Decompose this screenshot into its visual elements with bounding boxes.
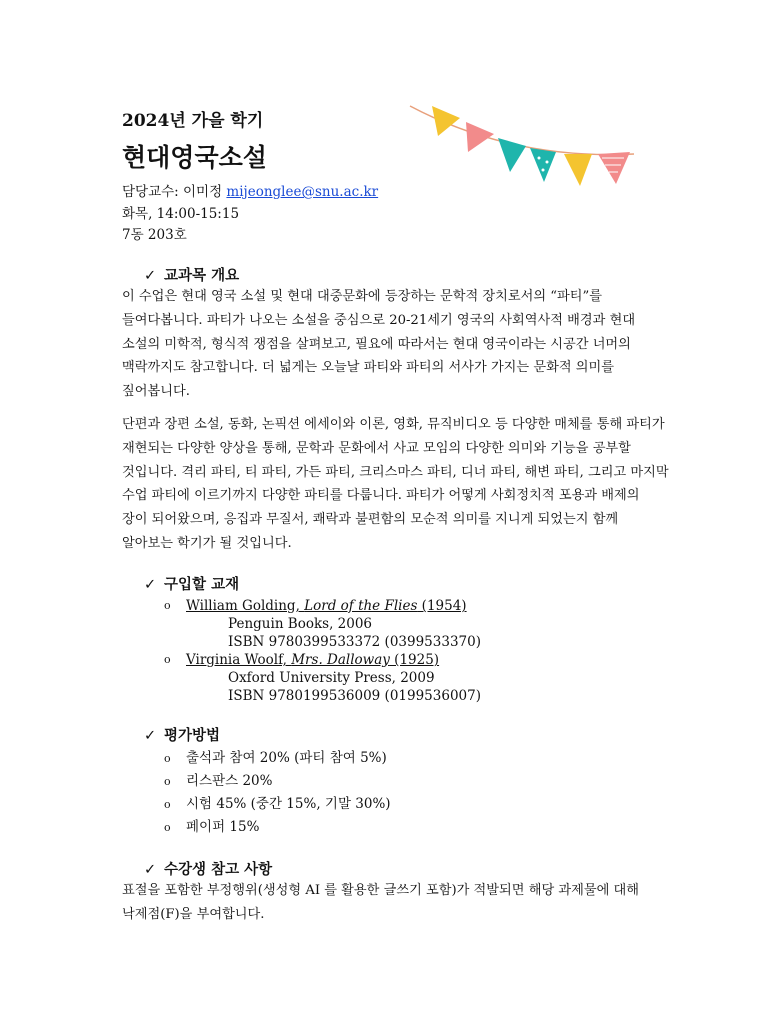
book-author: William Golding, [186,598,305,614]
book-title: Mrs. Dalloway [291,652,390,668]
textbooks-heading [144,573,239,594]
book-year: (1925) [389,652,440,668]
book-isbn: ISBN 9780399533372 (0399533370) [228,634,481,650]
flag-teal-dotted [530,148,556,182]
book-publisher: Oxford University Press, 2009 [228,670,435,686]
check-icon: ✓ [144,268,157,284]
book-author: Virginia Woolf, [186,652,292,668]
schedule-line: 화목, 14:00-15:15 [122,206,240,222]
paragraph-line: 것입니다. 격리 파티, 티 파티, 가든 파티, 크리스마스 파티, 디너 파티, 해변 파티, 그리고 마지막 [122,464,669,480]
flag-yellow [432,106,460,136]
evaluation-heading-text: 평가방법 [164,727,221,744]
overview-heading-text: 교과목 개요 [164,267,240,284]
bullet-icon: o [164,752,171,765]
evaluation-item-text: 리스판스 20% [186,773,273,789]
bullet-icon: o [164,599,171,612]
check-icon: ✓ [144,577,157,593]
list-item [164,816,391,839]
textbooks-heading-text: 구입할 교재 [164,576,240,593]
room-line: 7동 203호 [122,227,187,243]
bullet-icon: o [164,821,171,834]
flag-teal [498,138,526,172]
instructor-label: 담당교수: 이미정 [122,184,227,200]
list-item [164,770,391,793]
paragraph-line: 단편과 장편 소설, 동화, 논픽션 에세이와 이론, 영화, 뮤직비디오 등 다양한 매체를 통해 파티가 [122,417,665,432]
list-item [164,747,391,770]
paragraph-line: 들여다봅니다. 파티가 나오는 소설을 중심으로 20-21세기 영국의 사회역사적 배경과 현대 [122,312,636,328]
check-icon: ✓ [144,862,157,878]
flag-yellow [564,154,592,186]
paragraph-line: 소설의 미학적, 형식적 쟁점을 살펴보고, 필요에 따라서는 현대 영국이라는 시공간 너머의 [122,336,631,352]
paragraph-line: 맥락까지도 참고합니다. 더 넓게는 오늘날 파티와 파티의 서사가 가지는 문화적 의미를 [122,360,614,376]
check-icon: ✓ [144,728,157,744]
bullet-icon: o [164,798,171,811]
bunting-decoration-icon [402,88,662,216]
notes-paragraph [122,879,652,927]
bullet-icon: o [164,653,171,666]
book-year: (1954) [417,598,467,614]
flag-pink-striped [598,152,630,184]
paragraph-line: 수업 파티에 이르기까지 다양한 파티를 다룹니다. 파티가 어떻게 사회정치적 포용과 배제의 [122,488,640,504]
overview-heading [144,264,239,285]
evaluation-item-text: 시험 45% (중간 15%, 기말 30%) [186,796,391,812]
paragraph-line: 이 수업은 현대 영국 소설 및 현대 대중문화에 등장하는 문학적 장치로서의 “파티”를 [122,289,602,304]
instructor-line [122,180,378,200]
notes-heading [144,858,272,879]
overview-paragraph-2 [122,413,669,556]
book-title: Lord of the Flies [304,598,418,614]
evaluation-heading [144,724,220,745]
paragraph-line: 낙제점(F)을 부여합니다. [122,906,265,922]
list-item [164,793,391,816]
term-label: 2024년 가을 학기 [122,111,264,131]
book-entry [164,651,481,705]
evaluation-item-text: 페이퍼 15% [186,819,260,835]
bullet-icon: o [164,775,171,788]
paragraph-line: 표절을 포함한 부정행위(생성형 AI 를 활용한 글쓰기 포함)가 적발되면 해당 과제물에 대해 [122,883,640,898]
evaluation-item-text: 출석과 참여 20% (파티 참여 5%) [186,750,387,766]
notes-heading-text: 수강생 참고 사항 [164,861,273,878]
paragraph-line: 장이 되어왔으며, 응집과 무질서, 쾌락과 불편함의 모순적 의미를 지니게 되었는지 함께 [122,512,619,528]
book-citation [186,598,467,614]
overview-paragraph-1 [122,285,652,404]
instructor-email-link[interactable]: mijeonglee@snu.ac.kr [226,184,379,200]
paragraph-line: 짚어봅니다. [122,384,190,400]
book-isbn: ISBN 9780199536009 (0199536007) [228,688,481,704]
evaluation-list [164,747,391,839]
paragraph-line: 재현되는 다양한 양상을 통해, 문학과 문화에서 사교 모임의 다양한 의미와 기능을 공부할 [122,440,631,456]
course-title: 현대영국소설 [122,143,267,172]
paragraph-line: 알아보는 학기가 될 것입니다. [122,535,292,551]
book-publisher: Penguin Books, 2006 [228,616,373,632]
book-entry [164,597,481,651]
book-citation [186,652,439,668]
flag-pink [466,122,494,152]
